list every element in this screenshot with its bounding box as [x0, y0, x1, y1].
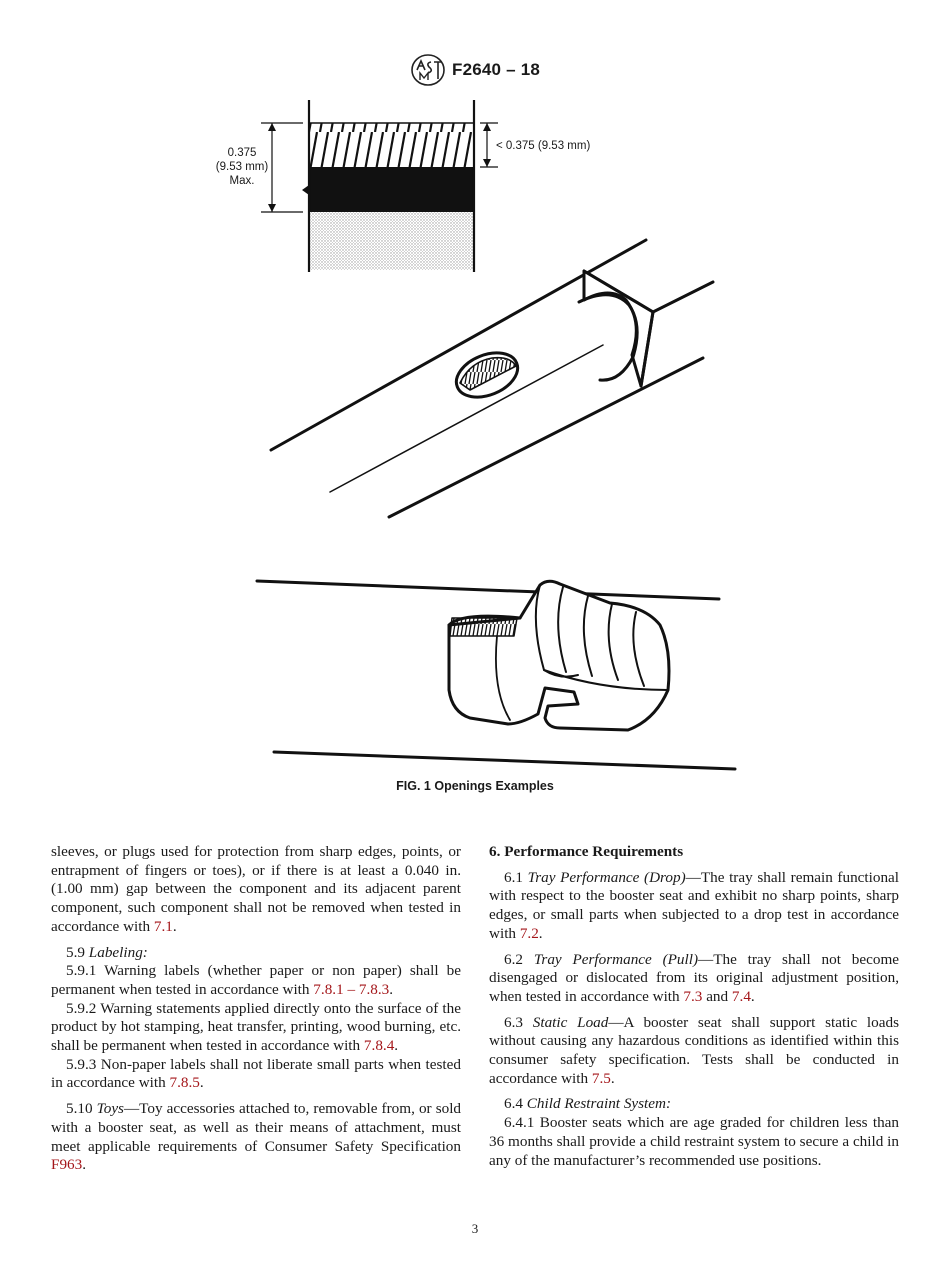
paragraph-6-2: 6.2 Tray Performance (Pull)—The tray shall not become disengaged or dislocated from its original adjustment position, when tested in accordance with 7.3 and 7.4. — [489, 950, 900, 1005]
paragraph-5-9-2: 5.9.2 Warning statements applied directly onto the surface of the product by hot stamping, heat transfer, printing, wood burning, etc. shall be permanent when tested in accordance with 7.8.4. — [51, 999, 461, 1055]
cross-section-drawing — [261, 100, 498, 272]
reference-link[interactable]: 7.4 — [731, 987, 751, 1005]
paragraph-5-10: 5.10 Toys—Toy accessories attached to, removable from, or sold with a booster seat, as well as their means of attachment, must meet applicable requirements of Consumer Safety Specification F963. — [51, 1100, 462, 1174]
document-designation: F2640 – 18 — [451, 60, 540, 79]
reference-link[interactable]: 7.8.1 – 7.8.3 — [313, 980, 390, 998]
page-number: 3 — [471, 1221, 479, 1236]
openings-figure — [0, 90, 950, 780]
paragraph-6-3: 6.3 Static Load—A booster seat shall support static loads without causing any hazardous conditions as identified within this consumer safety specification. Tests shall be conducted in accordance with 7.5. — [489, 1013, 899, 1087]
reference-link[interactable]: 7.8.5 — [169, 1074, 200, 1092]
section-5-9-title: 5.9 Labeling: — [66, 943, 148, 961]
reference-link[interactable]: 7.1 — [153, 917, 173, 935]
paragraph-6-4-1: 6.4.1 Booster seats which are age graded for children less than 36 months shall provide a child restraint system to secure a child in any of the manufacturer’s recommended use positions. — [489, 1114, 899, 1169]
section-6-4-title: 6.4 Child Restraint System: — [504, 1095, 672, 1113]
astm-logo-icon — [410, 53, 446, 87]
figure-caption: FIG. 1 Openings Examples — [396, 779, 554, 793]
dimension-label-less-than: < 0.375 (9.53 mm) — [496, 140, 591, 152]
paragraph-5-8-continued: sleeves, or plugs used for protection from sharp edges, points, or entrapment of fingers or toes), or if there is at least a 0.040 in. (1.00 mm) gap between the component and its adjacent parent component, such component shall not be removed when tested in accordance with 7.1. — [51, 843, 461, 935]
section-6-heading: 6. Performance Requirements — [489, 843, 684, 860]
dimension-label-max-suffix: Max. — [229, 175, 255, 187]
right-column — [489, 843, 899, 1177]
paragraph-6-1: 6.1 Tray Performance (Drop)—The tray shall remain functional with respect to the booster seat and exhibit no sharp points, sharp edges, or small parts when subjected to a drop test in accordance with 7.2. — [489, 868, 900, 942]
dimension-label-max: 0.375 — [227, 147, 257, 159]
paragraph-5-9-1: 5.9.1 Warning labels (whether paper or non paper) shall be permanent when tested in accordance with 7.8.1 – 7.8.3. — [51, 962, 461, 998]
slot-opening-drawing — [257, 581, 735, 769]
reference-link[interactable]: 7.2 — [519, 924, 539, 942]
page-header — [0, 52, 950, 88]
reference-link[interactable]: 7.8.4 — [363, 1037, 395, 1055]
reference-link[interactable]: 7.3 — [683, 987, 703, 1005]
paragraph-5-9-3: 5.9.3 Non-paper labels shall not liberate small parts when tested in accordance with 7.8.5. — [51, 1055, 461, 1092]
dimension-label-max-mm: (9.53 mm) — [215, 161, 269, 173]
reference-link[interactable]: F963 — [51, 1156, 83, 1174]
reference-link[interactable]: 7.5 — [591, 1069, 611, 1087]
left-column — [51, 843, 461, 1182]
tube-opening-drawing — [271, 240, 713, 517]
